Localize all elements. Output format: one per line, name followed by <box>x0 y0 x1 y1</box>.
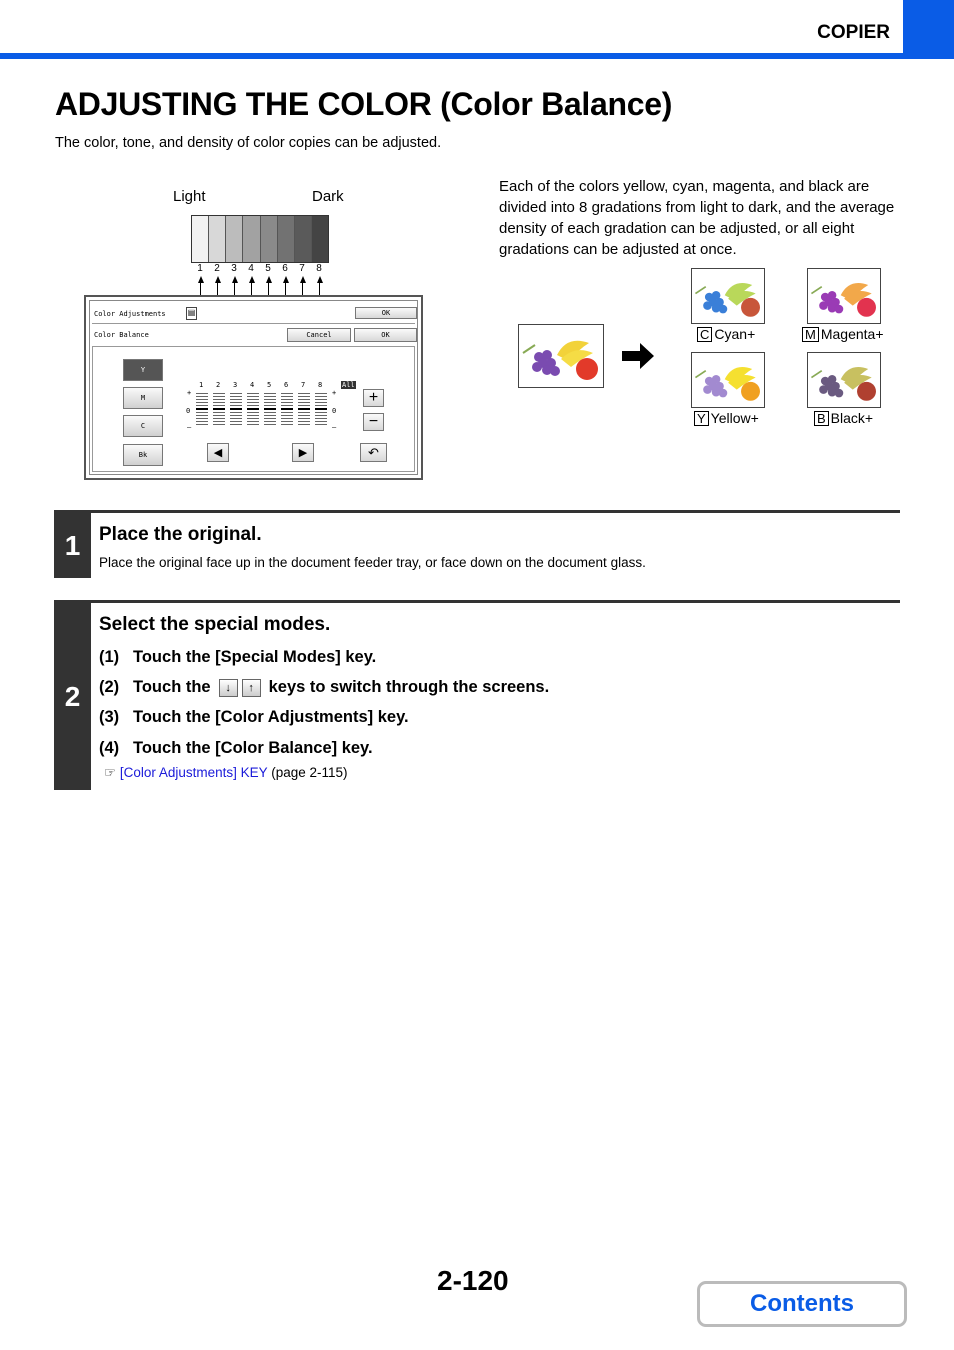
page-title: ADJUSTING THE COLOR (Color Balance) <box>55 86 673 122</box>
color-button-c[interactable]: C <box>123 415 163 437</box>
reference-link[interactable]: [Color Adjustments] KEY <box>119 765 268 780</box>
gradation-number: 3 <box>231 263 237 274</box>
gradation-number: 4 <box>248 263 254 274</box>
fruit-thumbnail <box>691 268 765 324</box>
substep-3: (3) Touch the [Color Adjustments] key. <box>99 708 409 726</box>
gradation-strip <box>191 215 329 263</box>
thumbnail-caption: M Magenta+ <box>802 326 884 342</box>
gradation-slider[interactable] <box>264 393 276 427</box>
plus-sign-right: + <box>332 389 337 397</box>
arrow-right-icon <box>622 343 654 369</box>
gradation-slider[interactable] <box>247 393 259 427</box>
plus-icon: + <box>368 389 379 406</box>
arrow-up-icon <box>198 276 204 283</box>
step-heading: Place the original. <box>99 524 262 545</box>
dark-label: Dark <box>312 188 344 205</box>
gradation-number: 5 <box>265 263 271 274</box>
color-button-m[interactable]: M <box>123 387 163 409</box>
plus-sign-left: + <box>187 389 192 397</box>
light-label: Light <box>173 188 206 205</box>
fruit-thumbnail <box>807 268 881 324</box>
color-button-bk[interactable]: Bk <box>123 444 163 466</box>
cancel-button[interactable]: Cancel <box>287 328 351 342</box>
zero-left: 0 <box>186 407 191 415</box>
triangle-left-icon: ◀ <box>213 447 223 459</box>
gradation-slider[interactable] <box>298 393 310 427</box>
slider-number: 2 <box>216 381 221 389</box>
step-heading: Select the special modes. <box>99 614 331 635</box>
substep-4: (4) Touch the [Color Balance] key. <box>99 739 373 757</box>
scroll-right-button[interactable] <box>292 443 314 462</box>
panel-subtitle: Color Balance <box>94 331 149 339</box>
reference-page: (page 2-115) <box>271 765 348 780</box>
color-button-y[interactable]: Y <box>123 359 163 381</box>
fruit-thumbnail <box>807 352 881 408</box>
gradation-number: 7 <box>299 263 305 274</box>
color-balance-panel <box>84 295 423 480</box>
slider-number: 5 <box>267 381 272 389</box>
minus-sign-left: – <box>187 423 192 431</box>
substep-1: (1) Touch the [Special Modes] key. <box>99 648 377 666</box>
slider-number: 7 <box>301 381 306 389</box>
page-number: 2-120 <box>437 1265 509 1296</box>
arrow-down-icon: ↓ <box>219 679 238 697</box>
all-label[interactable]: All <box>342 381 355 389</box>
minus-sign-right: – <box>332 423 337 431</box>
intro-text: The color, tone, and density of color copies can be adjusted. <box>55 135 442 151</box>
slider-number: 6 <box>284 381 289 389</box>
gradation-slider[interactable] <box>196 393 208 427</box>
gradation-slider[interactable] <box>315 393 327 427</box>
arrow-up-icon <box>232 276 238 283</box>
minus-button[interactable] <box>363 413 384 431</box>
gradation-slider[interactable] <box>213 393 225 427</box>
arrow-up-icon <box>215 276 221 283</box>
reference <box>104 765 348 781</box>
section-tag: COPIER <box>817 22 890 43</box>
gradation-number: 8 <box>316 263 322 274</box>
undo-icon: ↶ <box>368 444 379 460</box>
triangle-right-icon: ▶ <box>298 447 308 459</box>
gradation-number: 1 <box>197 263 203 274</box>
original-fruit-image <box>518 324 604 388</box>
copy-mode-icon: ▤ <box>186 307 197 320</box>
fruit-thumbnail <box>691 352 765 408</box>
reset-button[interactable] <box>360 443 387 462</box>
thumbnail-caption: C Cyan+ <box>697 326 755 342</box>
arrow-up-icon: ↑ <box>242 679 261 697</box>
slider-number: 8 <box>318 381 323 389</box>
slider-number: 4 <box>250 381 255 389</box>
step-number: 1 <box>54 513 91 578</box>
ok-button[interactable]: OK <box>354 328 417 342</box>
pointing-hand-icon: ☞ <box>104 765 117 780</box>
gradation-slider[interactable] <box>281 393 293 427</box>
arrow-up-icon <box>249 276 255 283</box>
arrow-up-icon <box>300 276 306 283</box>
step-number: 2 <box>54 603 91 790</box>
step-1 <box>54 510 900 578</box>
slider-number: 1 <box>199 381 204 389</box>
contents-button[interactable]: Contents <box>697 1281 907 1327</box>
arrow-up-icon <box>283 276 289 283</box>
description-text: Each of the colors yellow, cyan, magenta, and black are divided into 8 gradations from light to dark, and the average density of each gradation can be adjusted, or all eight gradations can be adjusted at once. <box>499 178 895 258</box>
thumbnail-caption: B Black+ <box>814 410 873 426</box>
thumbnail-caption: Y Yellow+ <box>694 410 759 426</box>
arrow-up-icon <box>317 276 323 283</box>
ok-button-top[interactable]: OK <box>355 307 417 319</box>
scroll-left-button[interactable] <box>207 443 229 462</box>
step-text: Place the original face up in the document feeder tray, or face down on the document glass. <box>99 555 646 570</box>
slider-number: 3 <box>233 381 238 389</box>
zero-right: 0 <box>332 407 337 415</box>
minus-icon: − <box>368 413 379 430</box>
step-2 <box>54 600 900 790</box>
panel-title: Color Adjustments <box>94 310 166 318</box>
substep-2: (2) Touch the ↓ ↑ keys to switch through the screens. <box>99 678 550 696</box>
gradation-slider[interactable] <box>230 393 242 427</box>
arrow-up-icon <box>266 276 272 283</box>
gradation-number: 6 <box>282 263 288 274</box>
header-bar <box>0 53 903 59</box>
plus-button[interactable] <box>363 389 384 407</box>
header-block <box>903 0 954 59</box>
gradation-number: 2 <box>214 263 220 274</box>
